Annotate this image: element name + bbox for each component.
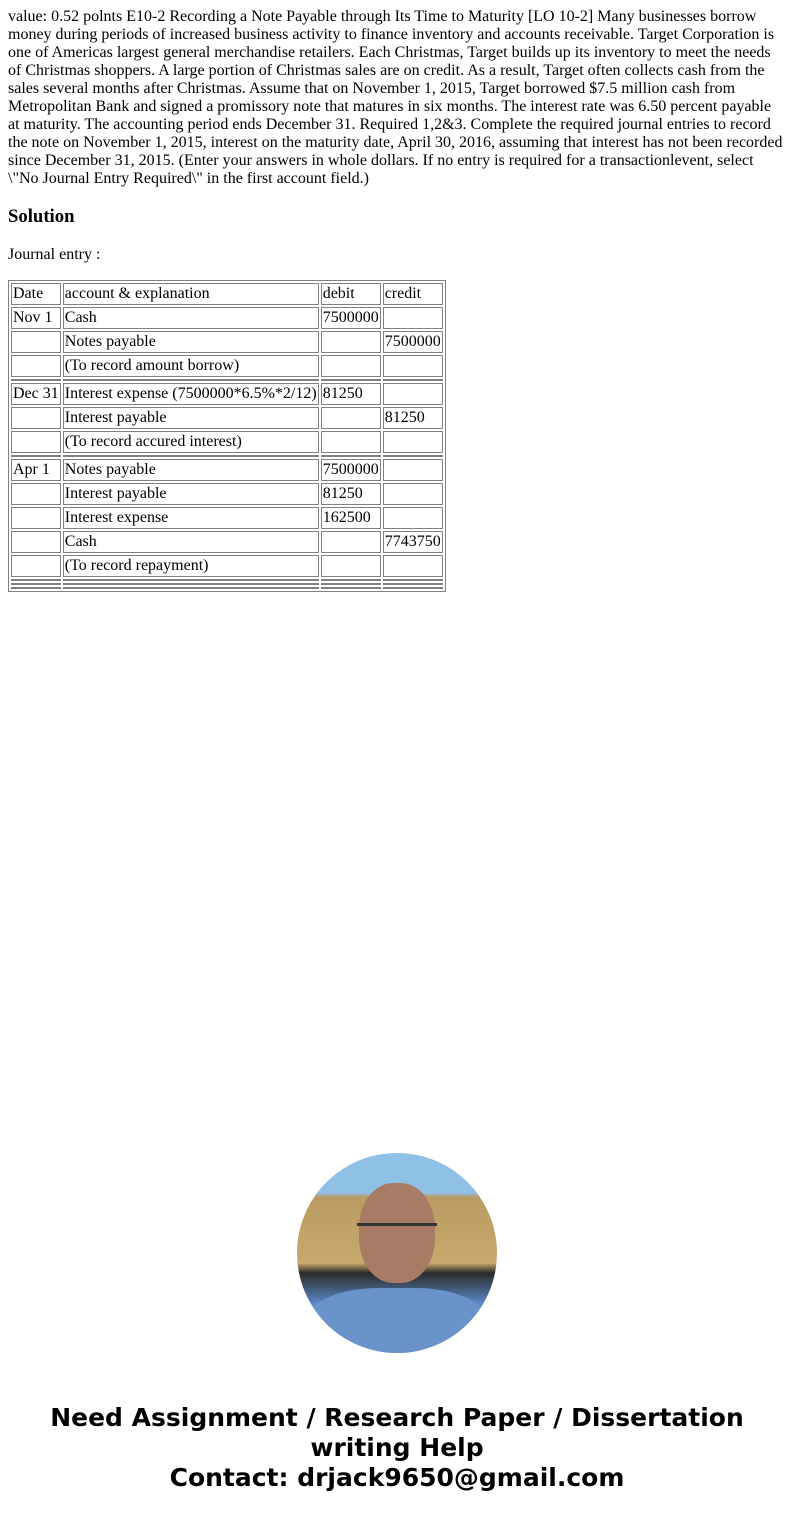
cell-account: Interest expense [63, 507, 319, 529]
cell-account: (To record accured interest) [63, 431, 319, 453]
journal-table [8, 280, 446, 592]
cell-date: Apr 1 [11, 459, 61, 481]
separator-cell [63, 587, 319, 589]
table-row [11, 531, 443, 553]
cell-credit: 7743750 [383, 531, 443, 553]
separator-cell [11, 579, 61, 581]
header-credit: credit [383, 283, 443, 305]
solution-heading: Solution [8, 206, 75, 227]
separator-cell [11, 455, 61, 457]
separator-cell [321, 579, 381, 581]
cell-account: (To record repayment) [63, 555, 319, 577]
cell-account: Cash [63, 307, 319, 329]
separator-cell [63, 455, 319, 457]
cell-credit [383, 459, 443, 481]
cell-debit [321, 407, 381, 429]
table-row [11, 431, 443, 453]
separator-cell [63, 379, 319, 381]
separator-cell [11, 583, 61, 585]
table-row [11, 483, 443, 505]
contact-footer [0, 1403, 794, 1493]
separator-row [11, 455, 443, 457]
cell-credit [383, 431, 443, 453]
cell-credit [383, 555, 443, 577]
cell-debit [321, 355, 381, 377]
cell-credit: 81250 [383, 407, 443, 429]
separator-row [11, 579, 443, 581]
table-row [11, 407, 443, 429]
cell-debit [321, 431, 381, 453]
cell-date [11, 355, 61, 377]
table-row [11, 459, 443, 481]
separator-cell [63, 579, 319, 581]
separator-cell [383, 379, 443, 381]
cell-account: Interest payable [63, 407, 319, 429]
author-photo [297, 1153, 497, 1353]
separator-cell [321, 455, 381, 457]
separator-cell [383, 587, 443, 589]
separator-cell [383, 579, 443, 581]
separator-row [11, 583, 443, 585]
table-row [11, 383, 443, 405]
separator-cell [321, 583, 381, 585]
separator-cell [321, 587, 381, 589]
table-row [11, 331, 443, 353]
cell-credit [383, 355, 443, 377]
separator-cell [383, 583, 443, 585]
cell-debit: 7500000 [321, 307, 381, 329]
header-date: Date [11, 283, 61, 305]
cell-debit: 81250 [321, 483, 381, 505]
cell-credit [383, 483, 443, 505]
separator-cell [11, 379, 61, 381]
footer-line-1: Need Assignment / Research Paper / Dissertation [50, 1403, 744, 1432]
separator-cell [383, 455, 443, 457]
cell-account: Interest payable [63, 483, 319, 505]
cell-debit: 162500 [321, 507, 381, 529]
journal-intro: Journal entry : [8, 246, 101, 263]
table-row [11, 507, 443, 529]
cell-date [11, 331, 61, 353]
table-row [11, 355, 443, 377]
cell-credit [383, 507, 443, 529]
cell-debit [321, 531, 381, 553]
table-row [11, 307, 443, 329]
separator-cell [11, 587, 61, 589]
separator-cell [321, 379, 381, 381]
cell-date [11, 407, 61, 429]
cell-date: Nov 1 [11, 307, 61, 329]
separator-row [11, 379, 443, 381]
cell-date [11, 555, 61, 577]
cell-credit: 7500000 [383, 331, 443, 353]
separator-row [11, 587, 443, 589]
cell-debit [321, 555, 381, 577]
cell-account: (To record amount borrow) [63, 355, 319, 377]
table-header-row [11, 283, 443, 305]
cell-date [11, 531, 61, 553]
cell-date: Dec 31 [11, 383, 61, 405]
cell-credit [383, 307, 443, 329]
cell-account: Cash [63, 531, 319, 553]
header-debit: debit [321, 283, 381, 305]
cell-date [11, 483, 61, 505]
cell-account: Notes payable [63, 459, 319, 481]
cell-debit: 7500000 [321, 459, 381, 481]
cell-debit [321, 331, 381, 353]
footer-contact: Contact: drjack9650@gmail.com [169, 1463, 625, 1492]
cell-credit [383, 383, 443, 405]
separator-cell [63, 583, 319, 585]
table-row [11, 555, 443, 577]
cell-date [11, 507, 61, 529]
header-account: account & explanation [63, 283, 319, 305]
cell-account: Notes payable [63, 331, 319, 353]
cell-debit: 81250 [321, 383, 381, 405]
cell-account: Interest expense (7500000*6.5%*2/12) [63, 383, 319, 405]
footer-line-2: writing Help [310, 1433, 484, 1462]
question-text: value: 0.52 polnts E10-2 Recording a Note Payable through Its Time to Maturity [LO 10-2] Many businesses borrow money during periods of increased business activity to finance inventory and accounts receivable. Target Corporation is one of Americas largest general merchandise retailers. Each Christmas, Target builds up its inventory to meet the needs of Christmas shoppers. A large portion of Christmas sales are on credit. As a result, Target often collects cash from the sales several months after Christmas. Assume that on November 1, 2015, Target borrowed $7.5 million cash from Metropolitan Bank and signed a promissory note that matures in six months. The interest rate was 6.50 percent payable at maturity. The accounting period ends December 31. Required 1,2&3. Complete the required journal entries to record the note on November 1, 2015, interest on the maturity date, April 30, 2016, assuming that interest has not been recorded since December 31, 2015. (Enter your answers in whole dollars. If no entry is required for a transactionlevent, select \"No Journal Entry Required\" in the first account field.) [8, 8, 783, 187]
cell-date [11, 431, 61, 453]
